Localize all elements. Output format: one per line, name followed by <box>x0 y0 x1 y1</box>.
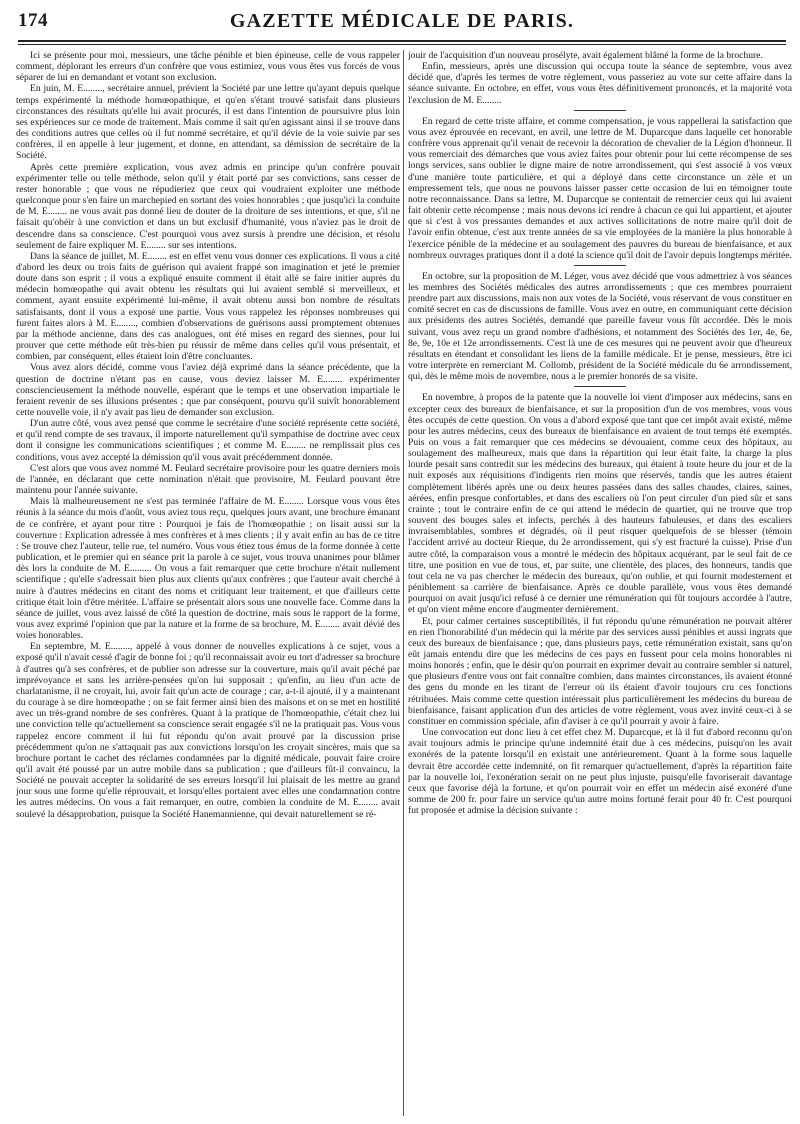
paragraph: Et, pour calmer certaines susceptibilités, il fut répondu qu'une rémunération ne pouvait altérer en rien l'honorabilité d'un médecin qui la mérite par des services aussi pénibles et aussi ingrats que ceux des bureaux de bienfaisance ; que, dans plusieurs pays, cette rémunération existait, sans qu'on eût jamais entendu dire que les médecins de ces pays en fussent pour cela moins honorables ni moins honorés ; enfin, que le désir qu'on pourrait en exprimer devait au contraire sembler si naturel, que plusieurs d'entre vous ont fait connaître combien, dans maintes circonstances, ils avaient étonné des gens du monde en les tirant de l'erreur où ils étaient d'avoir toujours cru ces fonctions rétribuées. Mais comme cette question intéressait plus particulièrement les médecins du bureau de bienfaisance, faisant application d'un des articles de votre règlement, vous avez invité ceux-ci à se constituer en commission spéciale, afin d'aviser à ce qu'il pourrait y avoir à faire. <box>408 615 792 727</box>
header-rule <box>18 40 786 45</box>
paragraph: D'un autre côté, vous avez pensé que comme le secrétaire d'une société représente cette société, et qu'il rend compte de ses travaux, il importe naturellement qu'il sympathise de doctrine avec ceux dont il consigne les communications scientifiques ; et comme M. E........ ne remplissait plus ces conditions, vous avez accepté la démission qu'il vous avait précédemment donnée. <box>16 418 400 463</box>
column-divider <box>403 50 404 1116</box>
paragraph: Une convocation eut donc lieu à cet effet chez M. Duparcque, et là il fut d'abord reconnu qu'on avait toujours admis le principe qu'une indemnité était due à ces médecins, puisqu'on les avait exonérés de la patente lorsqu'il en existait une antérieurement. Quant à la forme sous laquelle devrait être accordée cette indemnité, on fit remarquer qu'actuellement, d'après la répartition faite par la nouvelle loi, l'exonération serait on ne peut plus injuste, puisqu'elle favoriserait davantage ceux que favorise déjà la fortune, et qu'on pourrait voir en effet un médecin aisé exonéré d'une somme de 200 fr. pour faire un service qu'un autre moins fortuné ferait pour 40 fr. C'est pourquoi fut proposée et admise la décision suivante : <box>408 727 792 817</box>
paragraph: Dans la séance de juillet, M. E........ est en effet venu vous donner ces explications. Il vous a cité d'abord les deux ou trois faits de guérison qui avaient frappé son imagination et jeté le premier doute dans son esprit ; il vous a expliqué ensuite comment il était allé se faire initier auprès du médecin homœopathe qui avait obtenu les résultats qui lui avaient semblé si merveilleux, et comment, ayant ensuite expérimenté lui-même, il avait obtenu aussi bon nombre de résultats satisfaisants, dont il vous a exposé une partie. Vous vous rappelez les réponses nombreuses qui furent faites alors à M. E........, combien d'observations de guérisons aussi promptement obtenues par la méthode ancienne, dans des cas analogues, ont été mises en regard des siennes, pour lui prouver que cette méthode eût très-bien pu réussir de même dans celles qu'il vous présentait, et combien, par conséquent, elles étaient loin d'être concluantes. <box>16 250 400 363</box>
section-separator <box>574 265 626 266</box>
paragraph: Après cette première explication, vous avez admis en principe qu'un confrère pouvait expérimenter telle ou telle méthode, selon qu'il y était porté par ses convictions, sans cesser de rester honorable ; que vous ne répudieriez que ceux qui voudraient exploiter une méthode quelconque pour s'en faire un marchepied en sortant des voies honorables ; que jusqu'ici la conduite de M. E........ ne vous avait pas donné lieu de douter de la droiture de ses intentions, et que, s'il ne faisait qu'obéir à une conviction et dans un but exclusif d'humanité, vous n'aviez pas le droit de descendre dans sa conscience. C'est pourquoi vous avez sursis à prendre une décision, et résolu seulement de faire expliquer M. E........ sur ses intentions. <box>16 161 400 251</box>
paragraph: C'est alors que vous avez nommé M. Feulard secrétaire provisoire pour les quatre derniers mois de l'année, en déclarant que cette nomination n'était que provisoire, M. Feulard pouvant être maintenu pour l'année suivante. <box>16 462 400 497</box>
paragraph: En octobre, sur la proposition de M. Léger, vous avez décidé que vous admettriez à vos séances les membres des Sociétés médicales des autres arrondissements ; que ces membres pourraient prendre part aux discussions, mais non aux votes de la Société, vous réservant de vous constituer en comité secret en cas de discussions de famille. Vous avez en outre, en communiquant cette décision aux présidents des autres Sociétés, demandé que pareille faveur vous fût accordée. Dès le mois suivant, vous avez reçu un grand nombre d'adhésions, et notamment des Sociétés des 1er, 4e, 6e, 8e, 9e, 10e et 12e arrondissements. C'est là une de ces mesures qui ne peuvent avoir que d'heureux résultats en étendant et consolidant les liens de la famille médicale. Et je pense, messieurs, être ici votre interprète en remerciant M. Collomb, président de la Société médicale du 6e arrondissement, qui, dès le même mois de novembre, nous a le premier honorés de sa visite. <box>408 270 792 383</box>
paragraph: En septembre, M. E........, appelé à vous donner de nouvelles explications à ce sujet, vous a exposé qu'il n'avait cessé d'agir de bonne foi ; qu'il reconnaissait avoir eu tort d'adresser sa brochure à d'autres qu'à ses confrères, et de publier son adresse sur la couverture, mais qu'il avait péché par imprévoyance et sans les arrière-pensées qu'on lui supposait ; qu'enfin, au lieu d'un acte de charlatanisme, il ne croyait, lui, avoir fait qu'un acte de courage ; car, a-t-il ajouté, il y a maintenant du courage à se dire homœopathe ; on se fait fermer ainsi bien des maisons et on se met en hostilité avec un très-grand nombre de ses confrères. Quant à la pratique de l'homœopathie, c'était chez lui une conviction telle qu'actuellement sa conscience serait engagée s'il ne la pratiquait pas. Vous vous rappelez encore comment il lui fut répondu qu'on avait prouvé par la discussion prise précédemment qu'on ne s'attaquait pas aux convictions lorsqu'on les croyait sincères, mais que sa brochure portant le cachet des réclames condamnées par la dignité médicale, pouvait faire croire qu'il avait été poussé par un autre mobile dans sa publication ; que d'ailleurs fût-il convaincu, la Société ne pouvait accepter la solidarité de ses erreurs lorsqu'il lui plaisait de les mettre au grand jour sous une forme qu'elle réprouvait, et lorsqu'elles portaient avec elles une condamnation contre les autres médecins. On vous a fait remarquer, en outre, combien la conduite de M. E........ avait soulevé la désapprobation, puisque la Société Hanemannienne, qui devait naturellement se ré- <box>16 641 400 820</box>
left-column <box>16 50 400 1116</box>
section-separator <box>574 110 626 111</box>
paragraph: En regard de cette triste affaire, et comme compensation, je vous rappellerai la satisfaction que vous avez éprouvée en recevant, en avril, une lettre de M. Duparcque dans laquelle cet honorable confrère vous apprenait qu'il venait de recevoir la décoration de chevalier de la Légion d'honneur. Il vous remerciait des démarches que vous aviez faites pour obtenir pour lui cette récompense de ses longs services, sans oublier le digne maire de notre arrondissement, qui s'est associé à vos vœux d'une manière toute particulière, et qui a déployé dans cette circonstance un zèle et un empressement tels, que nous ne pouvons laisser passer cette occasion de lui en témoigner toute notre reconnaissance. Dans sa lettre, M. Duparcque se contentait de remercier ceux qui lui avaient fait obtenir cette récompense ; mais nous devons ici rendre à chacun ce qui lui appartient, et ajouter que si c'est à vos pressantes demandes et aux actives sollicitations de notre maire qu'il doit de l'avoir enfin obtenue, c'est aux trente années de sa vie employées de la manière la plus honorable à l'exercice pénible de la médecine et au soulagement des pauvres du bureau de bienfaisance, et aux nombreux ouvrages pratiques dont il a doté la science qu'il doit de l'avoir depuis longtemps méritée. <box>408 115 792 261</box>
paragraph: Ici se présente pour moi, messieurs, une tâche pénible et bien épineuse, celle de vous rappeler comment, déplorant les erreurs d'un confrère que vous estimiez, vous vous êtes vus forcés de vous séparer de lui en demandant et votant son exclusion. <box>16 50 400 84</box>
paragraph: jouir de l'acquisition d'un nouveau prosélyte, avait également blâmé la forme de la brochure. <box>408 50 763 61</box>
paragraph: En juin, M. E........, secrétaire annuel, prévient la Société par une lettre qu'ayant depuis quelque temps expérimenté la méthode homœopathique, et qu'en s'étant trouvé satisfait dans plusieurs circonstances des résultats qu'elle lui avait procurés, il est dans l'intention de poursuivre plus loin ses expériences sur ce mode de traitement. Mais comme il sait qu'en agissant ainsi il se trouve dans des conditions autres que celles où il fut nommé secrétaire, et qu'il dévie de la voie suivie par ses confrères, il en appelle à leur jugement, et donne, en attendant, sa démission de secrétaire de la Société. <box>16 83 400 162</box>
paragraph: Vous avez alors décidé, comme vous l'aviez déjà exprimé dans la séance précédente, que la question de doctrine n'étant pas en cause, vous deviez laisser M. E........ expérimenter consciencieusement la méthode nouvelle, espérant que le temps et une observation impartiale le feraient revenir de ses illusions présentes ; que par conséquent, pourvu qu'il suivît honorablement cette nouvelle voie, il n'y avait pas lieu de demander son exclusion. <box>16 362 400 418</box>
page-header <box>18 10 786 40</box>
paragraph: Mais là malheureusement ne s'est pas terminée l'affaire de M. E........ Lorsque vous vous êtes réunis à la séance du mois d'août, vous aviez tous reçu, quelques jours avant, une brochure émanant de ce confrère, et ayant pour titre : Pourquoi je fais de l'homœopathie ; on lisait aussi sur la couverture : Explication adressée à mes confrères et à mes clients ; il y avait enfin au bas de ce titre : Se trouve chez l'auteur, telle rue, tel numéro. Vous vous étiez tous émus de la forme donnée à cette publication, et le premier qui en séance prit la parole à ce sujet, vous trouva unanimes pour blâmer dès lors la conduite de M. E......... On vous a fait remarquer que cette brochure n'était nullement scientifique ; qu'elle s'adressait bien plus aux clients qu'aux confrères ; que l'auteur avait cherché à nuire à d'autres médecins en citant des noms et critiquant leur traitement, et que d'ailleurs cette critique était loin d'être méritée. L'affaire se présentait alors sous une nouvelle face. Comme dans la séance de juillet, vous avez laissé de côté la question de doctrine, mais sous le rapport de la forme, vous avez exprimé l'opinion que par la nature et la forme de sa brochure, M. E........ avait dévié des voies honorables. <box>16 496 400 642</box>
right-column <box>408 50 792 1116</box>
paragraph: Enfin, messieurs, après une discussion qui occupa toute la séance de septembre, vous avez décidé que, d'après les termes de votre règlement, vous passeriez au vote sur cette affaire dans la séance suivante. En octobre, en effet, vous vous êtes définitivement prononcés, et la majorité vota l'exclusion de M. E........ <box>408 61 792 106</box>
page-number: 174 <box>18 10 48 31</box>
paragraph: En novembre, à propos de la patente que la nouvelle loi vient d'imposer aux médecins, sans en excepter ceux des bureaux de bienfaisance, et sur la proposition d'un de vos membres, vous vous êtes occupés de cette question. On vous a d'abord exposé que tant que cet impôt avait existé, même pour les autres médecins, ceux des bureaux de bienfaisance en avaient de tout temps été exemptés. Puis on vous a fait remarquer que ces médecins se dévouaient, comme ceux des hôpitaux, au soulagement des malheureux, mais que dans la répartition qui leur était faite, la charge la plus lourde pesait sans contredit sur les médecins des bureaux, qui étaient à toute heure du jour et de la nuit exposés aux réquisitions d'indigents rien moins que réservés, tandis que les autres étaient complètement libérés après une ou deux heures passées dans des salles chaudes, claires, saines, aérées, enfin presque confortables, et dans des escaliers où l'on peut circuler d'un pied sûr et sans crainte ; tout le contraire enfin de ce qui attend le médecin de quartier, qui ne trouve que trop souvent des bouges sales et infects, perchés à des hauteurs fabuleuses, et dans des escaliers invraisemblables, sombres et dégradés, où il peut risquer quelquefois de se blesser (témoin l'accident arrivé au docteur Rieque, du 2e arrondissement, qui s'y est fracturé la cuisse). Prise d'un autre côté, la comparaison vous a montré le médecin des hôpitaux acquérant, par le seul fait de ce titre, une position en vue de tous, et, par suite, une clientèle, des places, des honneurs, tandis que tout cela ne va pas chercher le médecin des bureaux, qu'on oublie, et qui fournit modestement et péniblement sa carrière de bienfaisance. Après ce double parallèle, vous vous êtes demandé pourquoi on avait jusqu'ici refusé à ce dernier une rémunération qui fût toujours accordée à l'autre, et qu'on vient même encore d'augmenter dernièrement. <box>408 392 792 616</box>
journal-title: GAZETTE MÉDICALE DE PARIS. <box>229 10 575 32</box>
section-separator <box>574 386 626 387</box>
